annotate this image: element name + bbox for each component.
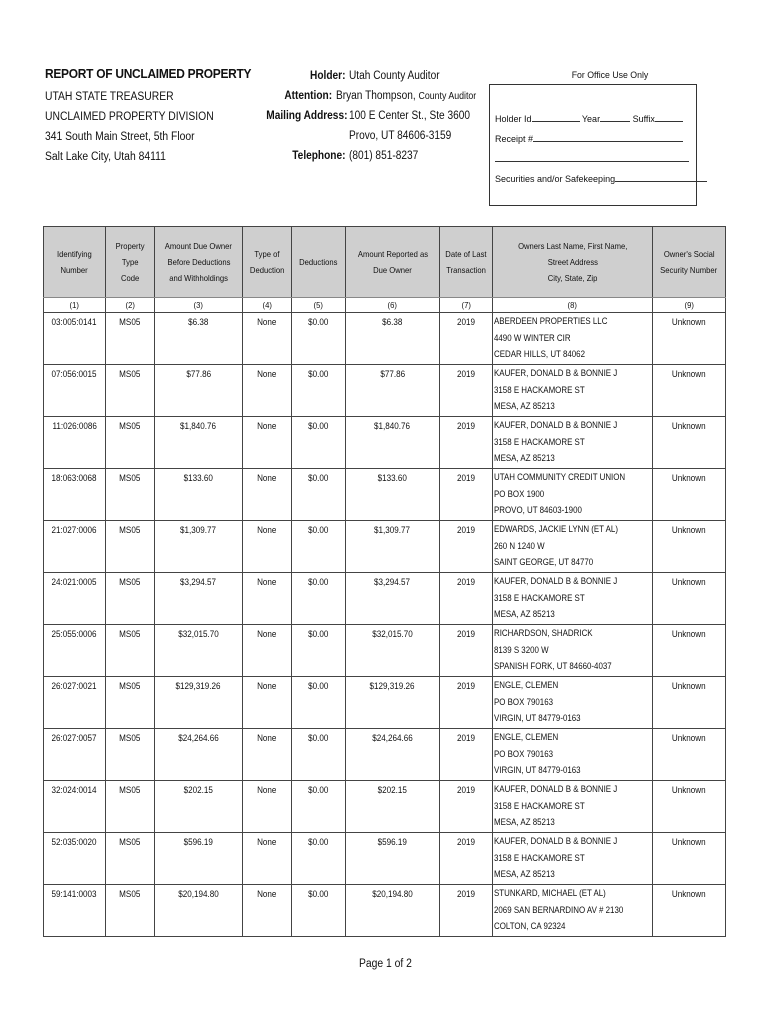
identifying-number-cell: 03:005:0141 xyxy=(44,313,106,365)
column-number: (2) xyxy=(106,298,155,313)
owner-line: PO BOX 790163 xyxy=(494,748,554,759)
deduction-type-cell: None xyxy=(243,521,292,573)
amount-before-deductions-cell: $77.86 xyxy=(155,365,243,417)
amount-reported-cell: $1,309.77 xyxy=(346,521,440,573)
deductions-amount-cell: $0.00 xyxy=(292,521,346,573)
ssn-cell: Unknown xyxy=(653,677,726,729)
amount-before-deductions-cell: $596.19 xyxy=(155,833,243,885)
ssn-cell: Unknown xyxy=(653,729,726,781)
amount-before-deductions-cell: $1,840.76 xyxy=(155,417,243,469)
holder-label: Holder: xyxy=(310,70,346,82)
owner-cell xyxy=(493,313,653,365)
ssn-cell: Unknown xyxy=(653,521,726,573)
identifying-number-cell: 26:027:0021 xyxy=(44,677,106,729)
owner-line: PROVO, UT 84603-1900 xyxy=(494,505,582,515)
org-line: UTAH STATE TREASURER xyxy=(45,91,174,103)
owner-line: MESA, AZ 85213 xyxy=(494,869,555,879)
table-row xyxy=(44,365,726,417)
owner-line: 2069 SAN BERNARDINO AV # 2130 xyxy=(494,904,624,915)
attention-label: Attention: xyxy=(284,90,333,102)
owner-line: 8139 S 3200 W xyxy=(494,644,549,655)
amount-reported-cell: $20,194.80 xyxy=(346,885,440,937)
deduction-type-cell: None xyxy=(243,573,292,625)
owner-line: 3158 E HACKAMORE ST xyxy=(494,384,585,395)
table-row xyxy=(44,573,726,625)
amount-reported-cell: $596.19 xyxy=(346,833,440,885)
column-header: Deductions xyxy=(292,227,346,298)
owner-line: SPANISH FORK, UT 84660-4037 xyxy=(494,661,612,671)
deduction-type-cell: None xyxy=(243,625,292,677)
identifying-number-cell: 26:027:0057 xyxy=(44,729,106,781)
last-transaction-date-cell: 2019 xyxy=(440,313,493,365)
column-header: Identifying Number xyxy=(44,227,106,298)
property-type-code-cell: MS05 xyxy=(106,521,155,573)
owner-cell xyxy=(493,469,653,521)
owner-line: MESA, AZ 85213 xyxy=(494,817,555,827)
column-header: Owners Last Name, First Name, Street Address City, State, Zip xyxy=(493,227,653,298)
owner-line: KAUFER, DONALD B & BONNIE J xyxy=(494,836,618,846)
identifying-number-cell: 25:055:0006 xyxy=(44,625,106,677)
column-number: (8) xyxy=(493,298,653,313)
owner-line: KAUFER, DONALD B & BONNIE J xyxy=(494,784,618,794)
office-use-box xyxy=(489,84,697,206)
amount-before-deductions-cell: $6.38 xyxy=(155,313,243,365)
deductions-amount-cell: $0.00 xyxy=(292,417,346,469)
owner-line: EDWARDS, JACKIE LYNN (ET AL) xyxy=(494,524,618,534)
org-line: Salt Lake City, Utah 84111 xyxy=(45,151,166,163)
last-transaction-date-cell: 2019 xyxy=(440,729,493,781)
property-type-code-cell: MS05 xyxy=(106,469,155,521)
amount-reported-cell: $24,264.66 xyxy=(346,729,440,781)
owner-cell xyxy=(493,625,653,677)
receipt-line: Receipt # xyxy=(495,132,683,144)
deductions-amount-cell: $0.00 xyxy=(292,365,346,417)
amount-reported-cell: $1,840.76 xyxy=(346,417,440,469)
owner-line: 3158 E HACKAMORE ST xyxy=(494,800,585,811)
owner-line: RICHARDSON, SHADRICK xyxy=(494,628,593,638)
property-type-code-cell: MS05 xyxy=(106,365,155,417)
holder-id-line: Holder Id Year Suffix xyxy=(495,112,683,124)
owner-line: KAUFER, DONALD B & BONNIE J xyxy=(494,368,618,378)
amount-reported-cell: $32,015.70 xyxy=(346,625,440,677)
column-number: (7) xyxy=(440,298,493,313)
identifying-number-cell: 32:024:0014 xyxy=(44,781,106,833)
mailing-line-2: Provo, UT 84606-3159 xyxy=(349,130,452,142)
mailing-line-1: 100 E Center St., Ste 3600 xyxy=(349,110,470,122)
deductions-amount-cell: $0.00 xyxy=(292,729,346,781)
identifying-number-cell: 59:141:0003 xyxy=(44,885,106,937)
owner-cell xyxy=(493,677,653,729)
owner-line: 3158 E HACKAMORE ST xyxy=(494,592,585,603)
owner-line: PO BOX 790163 xyxy=(494,696,554,707)
column-header: Owner's Social Security Number xyxy=(653,227,726,298)
amount-before-deductions-cell: $202.15 xyxy=(155,781,243,833)
column-number: (3) xyxy=(155,298,243,313)
owner-cell xyxy=(493,781,653,833)
holder-value: Utah County Auditor xyxy=(349,70,440,82)
table-row xyxy=(44,521,726,573)
property-type-code-cell: MS05 xyxy=(106,313,155,365)
deduction-type-cell: None xyxy=(243,365,292,417)
ssn-cell: Unknown xyxy=(653,833,726,885)
telephone-value: (801) 851-8237 xyxy=(349,150,419,162)
column-number: (1) xyxy=(44,298,106,313)
table-row xyxy=(44,625,726,677)
last-transaction-date-cell: 2019 xyxy=(440,417,493,469)
column-header: Amount Reported as Due Owner xyxy=(346,227,440,298)
deductions-amount-cell: $0.00 xyxy=(292,573,346,625)
identifying-number-cell: 24:021:0005 xyxy=(44,573,106,625)
table-row xyxy=(44,729,726,781)
table-row xyxy=(44,417,726,469)
owner-line: MESA, AZ 85213 xyxy=(494,609,555,619)
identifying-number-cell: 07:056:0015 xyxy=(44,365,106,417)
office-use-title: For Office Use Only xyxy=(571,70,649,81)
last-transaction-date-cell: 2019 xyxy=(440,677,493,729)
holder-info xyxy=(255,66,495,166)
deductions-amount-cell: $0.00 xyxy=(292,781,346,833)
ssn-cell: Unknown xyxy=(653,625,726,677)
unclaimed-property-table xyxy=(43,226,726,937)
attention-suffix: County Auditor xyxy=(418,91,476,102)
telephone-label: Telephone: xyxy=(292,150,346,162)
deduction-type-cell: None xyxy=(243,729,292,781)
ssn-cell: Unknown xyxy=(653,365,726,417)
amount-reported-cell: $6.38 xyxy=(346,313,440,365)
owner-line: MESA, AZ 85213 xyxy=(494,401,555,411)
owner-line: 260 N 1240 W xyxy=(494,540,545,551)
owner-line: CEDAR HILLS, UT 84062 xyxy=(494,349,585,359)
column-number: (6) xyxy=(346,298,440,313)
owner-cell xyxy=(493,365,653,417)
owner-line: MESA, AZ 85213 xyxy=(494,453,555,463)
table-row xyxy=(44,781,726,833)
attention-value: Bryan Thompson, County Auditor xyxy=(335,90,476,102)
deduction-type-cell: None xyxy=(243,677,292,729)
last-transaction-date-cell: 2019 xyxy=(440,521,493,573)
owner-line: KAUFER, DONALD B & BONNIE J xyxy=(494,420,618,430)
blank-line xyxy=(495,152,689,164)
deduction-type-cell: None xyxy=(243,885,292,937)
amount-before-deductions-cell: $24,264.66 xyxy=(155,729,243,781)
deductions-amount-cell: $0.00 xyxy=(292,885,346,937)
deductions-amount-cell: $0.00 xyxy=(292,625,346,677)
ssn-cell: Unknown xyxy=(653,417,726,469)
owner-cell xyxy=(493,521,653,573)
property-type-code-cell: MS05 xyxy=(106,417,155,469)
amount-before-deductions-cell: $133.60 xyxy=(155,469,243,521)
column-header: Property Type Code xyxy=(106,227,155,298)
owner-line: VIRGIN, UT 84779-0163 xyxy=(494,713,581,723)
owner-line: PO BOX 1900 xyxy=(494,488,545,499)
amount-before-deductions-cell: $32,015.70 xyxy=(155,625,243,677)
owner-cell xyxy=(493,729,653,781)
deduction-type-cell: None xyxy=(243,313,292,365)
amount-before-deductions-cell: $129,319.26 xyxy=(155,677,243,729)
table-row xyxy=(44,677,726,729)
property-type-code-cell: MS05 xyxy=(106,781,155,833)
owner-cell xyxy=(493,833,653,885)
amount-reported-cell: $77.86 xyxy=(346,365,440,417)
mailing-label: Mailing Address: xyxy=(266,110,348,122)
deductions-amount-cell: $0.00 xyxy=(292,833,346,885)
column-number: (4) xyxy=(243,298,292,313)
owner-line: ENGLE, CLEMEN xyxy=(494,732,559,742)
amount-reported-cell: $3,294.57 xyxy=(346,573,440,625)
owner-line: ABERDEEN PROPERTIES LLC xyxy=(494,316,608,326)
property-type-code-cell: MS05 xyxy=(106,625,155,677)
amount-reported-cell: $129,319.26 xyxy=(346,677,440,729)
column-header: Type of Deduction xyxy=(243,227,292,298)
deductions-amount-cell: $0.00 xyxy=(292,313,346,365)
column-header: Date of Last Transaction xyxy=(440,227,493,298)
last-transaction-date-cell: 2019 xyxy=(440,573,493,625)
owner-line: 4490 W WINTER CIR xyxy=(494,332,571,343)
last-transaction-date-cell: 2019 xyxy=(440,833,493,885)
owner-line: VIRGIN, UT 84779-0163 xyxy=(494,765,581,775)
owner-line: 3158 E HACKAMORE ST xyxy=(494,436,585,447)
owner-line: COLTON, CA 92324 xyxy=(494,921,566,931)
identifying-number-cell: 21:027:0006 xyxy=(44,521,106,573)
table-row xyxy=(44,313,726,365)
identifying-number-cell: 52:035:0020 xyxy=(44,833,106,885)
owner-line: UTAH COMMUNITY CREDIT UNION xyxy=(494,472,626,482)
report-title: REPORT OF UNCLAIMED PROPERTY xyxy=(45,66,252,81)
last-transaction-date-cell: 2019 xyxy=(440,365,493,417)
ssn-cell: Unknown xyxy=(653,313,726,365)
owner-cell xyxy=(493,885,653,937)
deduction-type-cell: None xyxy=(243,417,292,469)
table-row xyxy=(44,833,726,885)
owner-cell xyxy=(493,573,653,625)
owner-line: SAINT GEORGE, UT 84770 xyxy=(494,557,594,567)
identifying-number-cell: 18:063:0068 xyxy=(44,469,106,521)
identifying-number-cell: 11:026:0086 xyxy=(44,417,106,469)
deduction-type-cell: None xyxy=(243,781,292,833)
last-transaction-date-cell: 2019 xyxy=(440,625,493,677)
owner-line: KAUFER, DONALD B & BONNIE J xyxy=(494,576,618,586)
column-number: (5) xyxy=(292,298,346,313)
amount-before-deductions-cell: $3,294.57 xyxy=(155,573,243,625)
deduction-type-cell: None xyxy=(243,469,292,521)
amount-reported-cell: $133.60 xyxy=(346,469,440,521)
column-header: Amount Due Owner Before Deductions and Withholdings xyxy=(155,227,243,298)
table-row xyxy=(44,885,726,937)
property-type-code-cell: MS05 xyxy=(106,729,155,781)
last-transaction-date-cell: 2019 xyxy=(440,781,493,833)
column-number: (9) xyxy=(653,298,726,313)
deduction-type-cell: None xyxy=(243,833,292,885)
ssn-cell: Unknown xyxy=(653,469,726,521)
amount-before-deductions-cell: $20,194.80 xyxy=(155,885,243,937)
org-line: UNCLAIMED PROPERTY DIVISION xyxy=(45,111,214,123)
owner-line: STUNKARD, MICHAEL (ET AL) xyxy=(494,888,606,898)
ssn-cell: Unknown xyxy=(653,573,726,625)
table-row xyxy=(44,469,726,521)
last-transaction-date-cell: 2019 xyxy=(440,885,493,937)
property-type-code-cell: MS05 xyxy=(106,885,155,937)
property-type-code-cell: MS05 xyxy=(106,573,155,625)
owner-line: ENGLE, CLEMEN xyxy=(494,680,559,690)
amount-before-deductions-cell: $1,309.77 xyxy=(155,521,243,573)
deductions-amount-cell: $0.00 xyxy=(292,677,346,729)
ssn-cell: Unknown xyxy=(653,781,726,833)
owner-cell xyxy=(493,417,653,469)
last-transaction-date-cell: 2019 xyxy=(440,469,493,521)
property-type-code-cell: MS05 xyxy=(106,833,155,885)
org-line: 341 South Main Street, 5th Floor xyxy=(45,131,195,143)
amount-reported-cell: $202.15 xyxy=(346,781,440,833)
owner-line: 3158 E HACKAMORE ST xyxy=(494,852,585,863)
property-type-code-cell: MS05 xyxy=(106,677,155,729)
page-number: Page 1 of 2 xyxy=(358,958,412,970)
securities-line: Securities and/or Safekeeping xyxy=(495,172,707,184)
deductions-amount-cell: $0.00 xyxy=(292,469,346,521)
ssn-cell: Unknown xyxy=(653,885,726,937)
